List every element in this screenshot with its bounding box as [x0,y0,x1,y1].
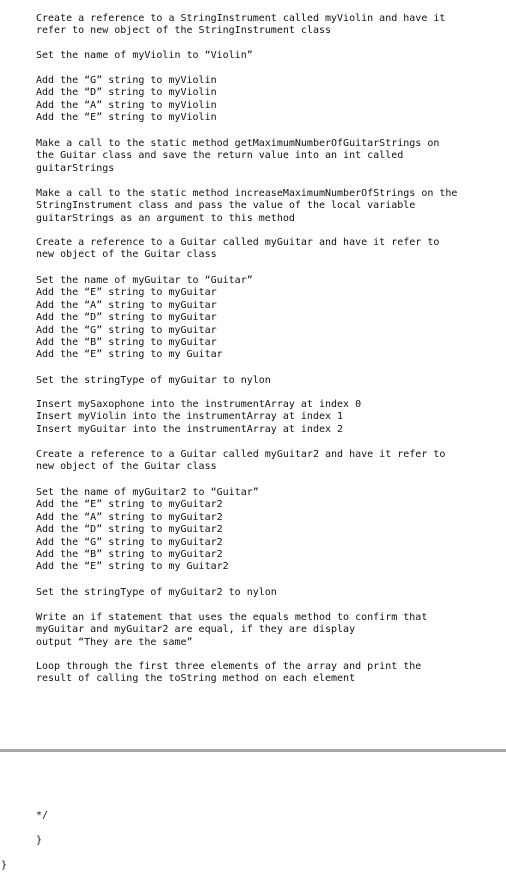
instruction-line: Create a reference to a Guitar called myGuitar and have it refer to [36,237,440,248]
instruction-line: Create a reference to a StringInstrument called myViolin and have it [36,13,446,24]
instruction-block-1 [36,13,502,38]
instruction-line: output “They are the same” [36,636,193,648]
instruction-line: Set the name of myViolin to “Violin” [36,50,253,61]
instruction-line: Insert mySaxophone into the instrumentArray at index 0 [36,399,362,410]
instruction-line: Add the “G” string to myGuitar2 [36,536,223,548]
instruction-line: Add the “G” string to myViolin [36,75,217,86]
instruction-block-7 [36,275,502,362]
instruction-line: Set the name of myGuitar2 to “Guitar” [36,487,259,498]
instruction-block-5 [36,188,502,225]
instruction-block-9 [36,399,502,436]
instruction-line: guitarStrings as an argument to this method [36,212,295,224]
instruction-line: new object of the Guitar class [36,461,217,473]
instruction-line: result of calling the toString method on each element [36,673,356,685]
instruction-line: Add the “A” string to myViolin [36,99,217,111]
method-closing-brace: } [36,835,43,846]
instruction-line: Loop through the first three elements of the array and print the [36,661,422,672]
instruction-line: Set the name of myGuitar to “Guitar” [36,275,253,286]
class-closing-brace: } [1,860,8,871]
instruction-line: StringInstrument class and pass the value of the local variable [36,200,416,212]
comment-close: */ [36,810,49,821]
instruction-line: Add the “E” string to my Guitar2 [36,561,229,573]
instruction-block-6 [36,237,502,262]
instruction-block-2 [36,50,502,62]
instruction-line: Add the “D” string to myGuitar2 [36,524,223,536]
instruction-block-11 [36,487,502,574]
instruction-line: Set the stringType of myGuitar to nylon [36,375,271,386]
instruction-line: Add the “B” string to myGuitar2 [36,548,223,560]
instruction-block-13 [36,612,502,649]
instruction-line: Add the “D” string to myViolin [36,87,217,99]
instruction-line: Add the “B” string to myGuitar [36,336,217,348]
instruction-line: Make a call to the static method increaseMaximumNumberOfStrings on the [36,188,458,199]
instruction-line: Add the “E” string to myGuitar2 [36,499,223,511]
instruction-line: Add the “E” string to my Guitar [36,349,223,361]
instruction-line: Insert myGuitar into the instrumentArray at index 2 [36,423,344,435]
instruction-line: Create a reference to a Guitar called myGuitar2 and have it refer to [36,449,446,460]
instruction-line: myGuitar and myGuitar2 are equal, if they are display [36,624,356,636]
instruction-block-4 [36,138,502,175]
instruction-line: Add the “D” string to myGuitar [36,312,217,324]
instruction-line: Write an if statement that uses the equals method to confirm that [36,612,428,623]
instruction-line: Add the “E” string to myGuitar [36,287,217,299]
instruction-line: guitarStrings [36,162,115,174]
instruction-line: refer to new object of the StringInstrument class [36,25,332,37]
instruction-block-3 [36,75,502,125]
instruction-line: Insert myViolin into the instrumentArray at index 1 [36,411,344,423]
instruction-block-12 [36,587,502,599]
instruction-line: Make a call to the static method getMaximumNumberOfGuitarStrings on [36,138,440,149]
instruction-line: Set the stringType of myGuitar2 to nylon [36,587,277,598]
instruction-line: Add the “G” string to myGuitar [36,324,217,336]
instruction-block-10 [36,449,502,474]
instruction-line: new object of the Guitar class [36,249,217,261]
instruction-line: Add the “A” string to myGuitar2 [36,511,223,523]
instruction-line: the Guitar class and save the return value into an int called [36,150,404,162]
instruction-block-14 [36,661,502,686]
instruction-line: Add the “A” string to myGuitar [36,299,217,311]
instruction-block-8 [36,375,502,387]
code-tail-area [0,752,506,878]
instruction-line: Add the “E” string to myViolin [36,112,217,124]
